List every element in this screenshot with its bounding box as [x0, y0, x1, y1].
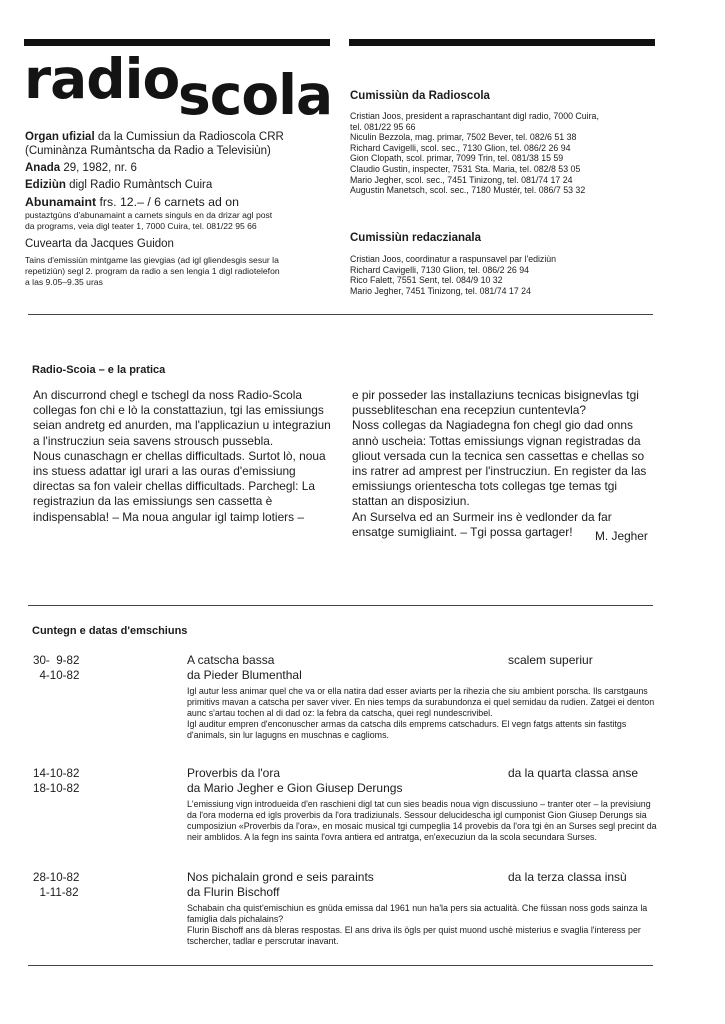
- ediziun-line: [25, 178, 335, 193]
- logo-scola: scola: [178, 63, 333, 127]
- article-paragraph: An Surselva ed an Surmeir ins è vedlonder da far ensatge sumigliaint. – Tgi possa gartager!: [352, 509, 612, 539]
- redaction-heading: Cumissiùn redaczianala: [350, 232, 482, 244]
- abunamaint-note-2: da programs, veia digl teater 1, 7000 Cuira, tel. 081/22 95 66: [25, 221, 257, 231]
- program-title: Nos pichalain grond e seis paraints: [187, 870, 374, 884]
- ediziun-rest: digl Radio Rumàntsch Cuira: [65, 179, 213, 191]
- program-description: [187, 686, 657, 741]
- anada-line: [25, 161, 335, 176]
- article-paragraph: Noss collegas da Nagiadegna fon chegl gio dad onns annò uscheia: Tottas emissiungs vignan registradas da gliout versada cun la tecnica sen cassettas e chellas so ins ratrer ad amprest per l'instrucziun. En register da las emissiungs orientescha tots collegas tge temas tgi stattan an disposiziun.: [352, 418, 647, 509]
- top-bar-left: [24, 39, 330, 46]
- logo-radio: radio: [24, 47, 180, 111]
- commission-heading: Cumissiùn da Radioscola: [350, 90, 490, 102]
- commission-member: Claudio Gustin, inspecter, 7531 Sta. Maria, tel. 082/8 53 05: [350, 163, 581, 174]
- program-date-end: 18-10-82: [33, 782, 80, 795]
- anada-rest: 29, 1982, nr. 6: [60, 162, 137, 174]
- program-date-start: 14-10-82: [33, 767, 80, 780]
- abunamaint-note-1: pustaztgùns d'abunamaint a carnets singuls en da drizar agl post: [25, 210, 273, 220]
- tains-line-1: Tains d'emissiùn mintgame las gievgias (ad igl gliendesgis sesur la: [25, 255, 279, 265]
- program-description-paragraph: Schabain cha quist'emischiun es gnüda emissa dal 1961 nun ha'la pers sia actualità. Che füssan noss gods sainza la famiglia dals pichalains?: [187, 903, 648, 924]
- cuvearta-line: Cuvearta da Jacques Guidon: [25, 238, 174, 250]
- redaction-members: [350, 254, 680, 296]
- commission-member: Cristian Joos, president a rapraschantant digl radio, 7000 Cuira,: [350, 111, 599, 121]
- abunamaint-line: [25, 195, 335, 210]
- redaction-member: Cristian Joos, coordinatur a raspunsavel par l'ediziùn: [350, 254, 557, 264]
- top-bar-right: [349, 39, 655, 46]
- program-author: da Mario Jegher e Gion Giusep Derungs: [187, 781, 403, 795]
- ediziun-bold: Ediziùn: [25, 179, 66, 191]
- anada-bold: Anada: [25, 162, 61, 174]
- program-target: scalem superiur: [508, 653, 593, 667]
- program-date-end: 1-11-82: [33, 886, 79, 899]
- commission-members: [350, 111, 680, 196]
- abunamaint-rest: frs. 12.– / 6 carnets ad on: [96, 195, 239, 209]
- redaction-block: [350, 231, 680, 296]
- redaction-member: Mario Jegher, 7451 Tinizong, tel. 081/74 17 24: [350, 285, 531, 296]
- program-author: da Pieder Blumenthal: [187, 668, 302, 682]
- program-description-paragraph: Igl autur less animar quel che va or ella natira dad esser aviarts per la rihezia che siu ambient porscha. Ils carstgauns primitivs mavan a catscha per saver viver. En nies temps da surabundonza ei quel semidau da rudien. Zatgei ei denton aunc s'artau tochen al di dad oz: la febra da catscha, quei regl nundescrivibel.: [187, 686, 655, 718]
- redaction-member: Richard Cavigelli, 7130 Glion, tel. 086/2 26 94: [350, 264, 529, 275]
- program-date-start: 30- 9-82: [33, 654, 80, 667]
- program-title: Proverbis da l'ora: [187, 766, 280, 780]
- article-column-1: [33, 388, 335, 525]
- organ-bold: Organ ufizial: [25, 131, 95, 143]
- article-column-2: [352, 388, 654, 540]
- article-signature: M. Jegher: [595, 529, 648, 543]
- organ-line: [25, 130, 335, 144]
- commission-member: Niculin Bezzola, mag. primar, 7502 Bever, tel. 082/6 51 38: [350, 132, 577, 143]
- organ-line-2: (Cuminànza Rumàntscha da Radio a Televisiùn): [25, 145, 271, 157]
- tains-line-2: repetiziùn) segl 2. program da radio a sen lengia 1 digl radiotelefon: [25, 266, 280, 276]
- commission-member: Gion Clopath, scol. primar, 7099 Trin, tel. 081/38 15 59: [350, 153, 564, 164]
- divider: [28, 314, 653, 315]
- article-paragraph: e pir posseder las installaziuns tecnicas bisignevlas tgi pussebliteschan ena recepziun cuntentevla?: [352, 388, 639, 418]
- program-description: [187, 903, 657, 947]
- divider: [28, 605, 653, 606]
- article-paragraph: Nous cunaschagn er chellas difficultads. Surtot lò, noua ins stuess adattar igl urari a las ouras d'emissiung directas sa fon valeir chellas difficultads. Parchegl: La registraziun da las emissiungs sen cassetta è indispensabla! – Ma noua angular igl taimp lotiers –: [33, 448, 326, 524]
- commission-member: Augustin Manetsch, scol. sec., 7180 Mustér, tel. 086/7 53 32: [350, 185, 586, 196]
- program-description: [187, 799, 657, 843]
- program-date-end: 4-10-82: [33, 669, 80, 682]
- commission-member: Richard Cavigelli, scol. sec., 7130 Glion, tel. 086/2 26 94: [350, 142, 571, 153]
- program-target: da la quarta classa anse: [508, 766, 639, 780]
- abunamaint-bold: Abunamaint: [25, 195, 97, 209]
- programs-title: Cuntegn e datas d'emschiuns: [32, 625, 188, 637]
- publication-info: [25, 130, 335, 288]
- commission-member: tel. 081/22 95 66: [350, 121, 416, 132]
- article-title: Radio-Scoia – e la pratica: [32, 364, 166, 376]
- redaction-member: Rico Falett, 7551 Sent, tel. 084/9 10 32: [350, 275, 503, 286]
- article-paragraph: An discurrond chegl e tschegl da noss Radio-Scola collegas fon chi e lò la constattaziun, tgi las emissiungs seian andretg ed anurden, ma l'applicaziun u integraziun a l'instrucziun seia savens strousch pussebla.: [33, 388, 331, 448]
- program-description-paragraph: L'emissiung vign introdueida d'en raschieni digl tat cun sies beadis noua vign discussiuno – tranter oter – la previsiung da l'ora moderna ed igls proverbis da l'ora tradiziunals. Sessour delucidescha igl cumponist Gion Giusep Derungs sia cumposiziun «Proverbis da l'ora», en mosaic musical tgi cumpeglia 14 provebis da l'ora tgi èn an Surses segl precint da neir amblidos. A la fegn ins sainta l'ovra antiera ed antratga, en'execuziun da la scola secundara Surses.: [187, 799, 657, 842]
- program-date-start: 28-10-82: [33, 871, 80, 884]
- divider: [28, 965, 653, 966]
- program-target: da la terza classa insù: [508, 870, 627, 884]
- program-description-paragraph: Flurin Bischoff ans dà bleras respostas. El ans driva ils ögls per quist muond uschè misterius e svaglia l'interess per tschercher, tadlar e perscrutar inavant.: [187, 925, 641, 946]
- organ-rest: da la Cumissiun da Radioscola CRR: [94, 131, 284, 143]
- program-description-paragraph: Igl auditur empren d'enconuscher armas da catscha dils emprems catschadurs. El vegn fatgs attents sin fastitgs d'animals, sin lur lagugns en muschnas e caglioms.: [187, 719, 627, 740]
- program-author: da Flurin Bischoff: [187, 885, 280, 899]
- commission-member: Mario Jegher, scol. sec., 7451 Tinizong, tel. 081/74 17 24: [350, 174, 573, 185]
- tains-line-3: a las 9.05–9.35 uras: [25, 277, 103, 287]
- program-title: A catscha bassa: [187, 653, 275, 667]
- commission-block: [350, 89, 680, 196]
